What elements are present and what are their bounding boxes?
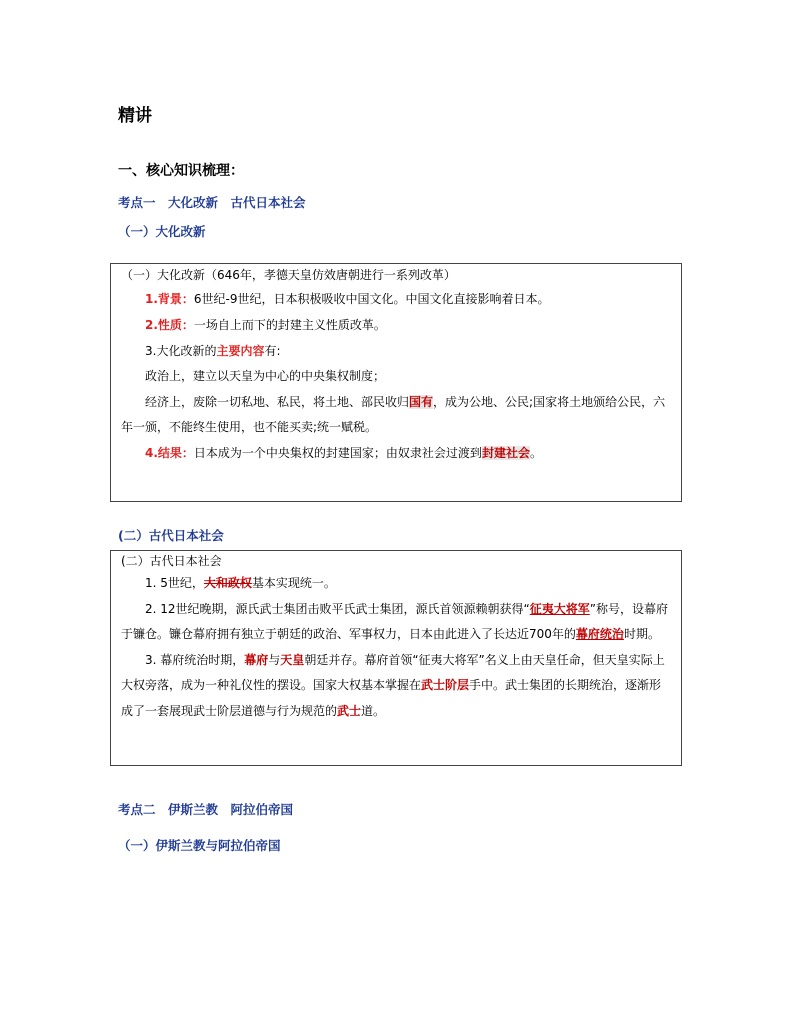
box2-p1 — [121, 571, 669, 597]
box1-economy — [121, 390, 669, 441]
ancient-japan-box — [110, 550, 682, 766]
p3-post: 道。 — [361, 703, 386, 718]
result-post: 。 — [529, 445, 542, 460]
box2-header: (二）古代日本社会 — [121, 554, 222, 568]
box1-politics: 政治上，建立以天皇为中心的中央集权制度； — [145, 369, 386, 383]
econ-post: ，成为公地、公民;国家将土地颁给公民，六年一颁，不能终生使用，也不能买卖;统一赋税。 — [121, 394, 666, 434]
box1-background — [121, 286, 669, 313]
bg-label: 1.背景： — [145, 292, 194, 306]
box1-header: （一）大化改新（646年，孝德天皇仿效唐朝进行一系列改革） — [121, 268, 456, 282]
kaodian-2-heading: 考点二 伊斯兰教 阿拉伯帝国 — [118, 802, 294, 817]
box1-content — [121, 339, 669, 365]
result-pre: 日本成为一个中央集权的封建国家；由奴隶社会过渡到 — [193, 445, 482, 460]
p3-key1: 幕府 — [244, 652, 269, 667]
econ-pre: 经济上，废除一切私地、私民，将土地、部民收归 — [145, 394, 410, 409]
p3-key4: 武士 — [337, 703, 362, 718]
box2-p2 — [121, 597, 669, 648]
p2-key: 征夷大将军 — [529, 601, 590, 616]
p2-mid: ”称号，设幕府于镰仓。镰仓幕府拥有独立于朝廷的政治、军事权力，日本由此进入了长达近700年的 — [121, 601, 668, 641]
box1-nature — [121, 313, 669, 339]
result-key: 封建社会 — [481, 445, 530, 460]
p3-and: 与 — [268, 652, 281, 667]
subheading-ancient-japan: (二）古代日本社会 — [118, 528, 224, 543]
p3-pre: 3. 幕府统治时期， — [145, 652, 245, 667]
p3-mid2: 手中。武士集团的长期统治，逐渐形成了一套展现武士阶层道德与行为规范的 — [121, 678, 662, 718]
nature-text: 一场自上而下的封建主义性质改革。 — [193, 318, 386, 332]
p2-post: 时期。 — [623, 627, 660, 641]
section-heading: 一、核心知识梳理： — [118, 163, 244, 179]
bg-text: 6世纪-9世纪，日本积极吸收中国文化。中国文化直接影响着日本。 — [193, 292, 550, 306]
result-label: 4.结果： — [145, 445, 194, 460]
p2-pre: 2. 12世纪晚期，源氏武士集团击败平氏武士集团，源氏首领源赖朝获得“ — [145, 601, 530, 616]
nature-label: 2.性质： — [145, 318, 194, 332]
p1-post: 基本实现统一。 — [251, 576, 336, 590]
p3-mid: 朝廷并存。幕府首领“征夷大将军”名义上由天皇任命，但天皇实际上大权旁落，成为一种礼仪性的摆设。国家大权基本掌握在 — [121, 652, 665, 692]
p2-key2: 幕府统治 — [575, 627, 624, 641]
p1-key: 大和政权 — [203, 576, 252, 590]
content-pre: 3.大化改新的 — [145, 343, 217, 358]
econ-key: 国有 — [409, 394, 434, 409]
p1-pre: 1. 5世纪， — [145, 576, 204, 590]
content-post: 有: — [264, 343, 281, 358]
box2-p3 — [121, 648, 669, 725]
subheading-dahua: （一）大化改新 — [118, 224, 206, 239]
dahua-box — [110, 263, 682, 502]
p3-key3: 武士阶层 — [421, 678, 470, 692]
box1-result — [121, 441, 669, 467]
content-key: 主要内容 — [216, 343, 265, 358]
subheading-islam: （一）伊斯兰教与阿拉伯帝国 — [118, 838, 281, 853]
page-title: 精讲 — [118, 106, 152, 126]
kaodian-1-heading: 考点一 大化改新 古代日本社会 — [118, 195, 306, 210]
p3-key2: 天皇 — [280, 652, 305, 667]
